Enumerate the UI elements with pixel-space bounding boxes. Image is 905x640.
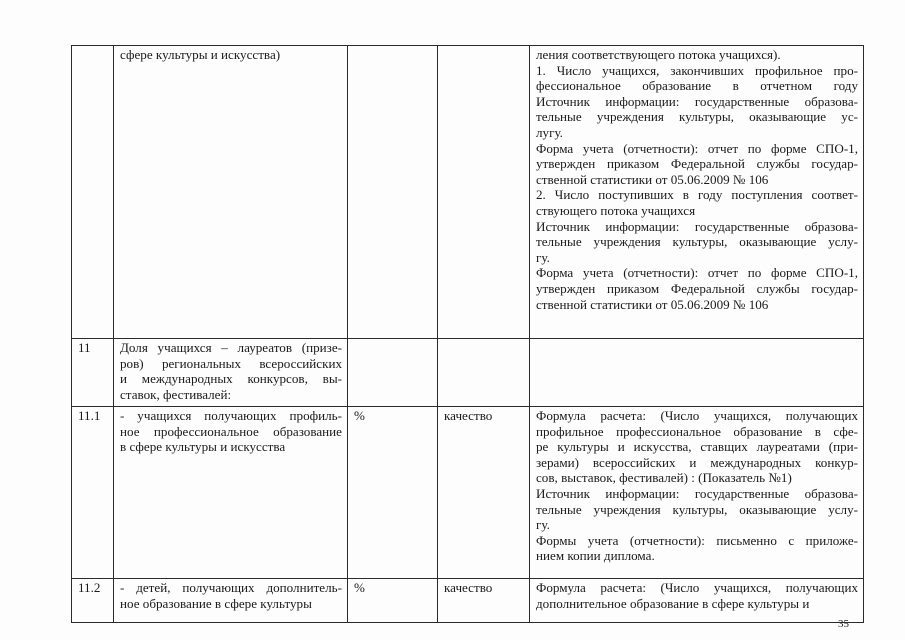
table-row bbox=[72, 579, 864, 623]
row-number: 11.2 bbox=[78, 580, 101, 595]
description-line: нием копии диплома. bbox=[536, 548, 655, 564]
indicator-name-line: ное профессиональное образование bbox=[120, 423, 342, 439]
description-line: тельные учреждения культуры, оказывающие услу- bbox=[536, 501, 858, 517]
row-number: 11.1 bbox=[78, 408, 101, 423]
description-line: 2. Число поступивших в году поступления соответ- bbox=[536, 187, 858, 203]
indicators-table-body bbox=[72, 46, 864, 623]
description-line: гу. bbox=[536, 517, 550, 533]
unit-cell bbox=[348, 339, 438, 407]
description-line: Источник информации: государственные образова- bbox=[536, 93, 858, 109]
unit-cell bbox=[348, 46, 438, 339]
indicator-type-cell bbox=[438, 339, 530, 407]
description-line: утвержден приказом Федеральной службы государ- bbox=[536, 280, 858, 296]
description-line: утвержден приказом Федеральной службы государ- bbox=[536, 156, 858, 172]
calculation-description-cell bbox=[530, 579, 864, 623]
row-number-cell bbox=[72, 579, 114, 623]
description-line: профильное профессиональное образование в сфе- bbox=[536, 423, 858, 439]
description-line: лугу. bbox=[536, 124, 563, 140]
description-line: ствующего потока учащихся bbox=[536, 202, 696, 218]
calculation-description-cell bbox=[530, 339, 864, 407]
row-number-cell bbox=[72, 46, 114, 339]
description-line: Формула расчета: (Число учащихся, получающих bbox=[536, 408, 858, 423]
description-line: фессиональное образование в отчетном году bbox=[536, 78, 858, 94]
indicator-name-line: - учащихся получающих профиль- bbox=[120, 408, 342, 423]
row-number-cell bbox=[72, 339, 114, 407]
indicator-name-line: - детей, получающих дополнитель- bbox=[120, 580, 342, 595]
indicator-type: качество bbox=[444, 580, 493, 595]
indicator-name-cell bbox=[114, 407, 348, 579]
description-line: ственной статистики от 05.06.2009 № 106 bbox=[536, 296, 769, 312]
calculation-description-cell bbox=[530, 407, 864, 579]
indicator-type-cell bbox=[438, 579, 530, 623]
description-line: ления соответствующего потока учащихся). bbox=[536, 47, 781, 62]
table-row bbox=[72, 407, 864, 579]
indicator-name-line: ное образование в сфере культуры bbox=[120, 595, 312, 611]
description-line: ре культуры и искусства, ставщих лауреатами (при- bbox=[536, 439, 858, 455]
unit-value: % bbox=[354, 580, 365, 595]
description-line: Источник информации: государственные образова- bbox=[536, 218, 858, 234]
table-row bbox=[72, 339, 864, 407]
description-line: Формы учета (отчетности): письменно с приложе- bbox=[536, 532, 858, 548]
indicator-name-line: и международных конкурсов, вы- bbox=[120, 371, 342, 387]
description-line: 1. Число учащихся, закончивших профильное про- bbox=[536, 62, 858, 78]
unit-cell bbox=[348, 407, 438, 579]
description-line: Формула расчета: (Число учащихся, получающих bbox=[536, 580, 858, 595]
description-line: Форма учета (отчетности): отчет по форме СПО-1, bbox=[536, 265, 858, 281]
indicator-name-line: в сфере культуры и искусства bbox=[120, 439, 286, 455]
indicator-name-line: Доля учащихся – лауреатов (призе- bbox=[120, 340, 342, 355]
description-line: гу. bbox=[536, 249, 550, 265]
row-number-cell bbox=[72, 407, 114, 579]
indicator-name-line: сфере культуры и искусства) bbox=[120, 47, 281, 62]
indicator-name-line: ставок, фестивалей: bbox=[120, 386, 232, 402]
indicators-table bbox=[71, 45, 864, 623]
description-line: тельные учреждения культуры, оказывающие ус- bbox=[536, 109, 858, 125]
description-line: Источник информации: государственные образова- bbox=[536, 485, 858, 501]
indicator-type: качество bbox=[444, 408, 493, 423]
unit-cell bbox=[348, 579, 438, 623]
description-line: Форма учета (отчетности): отчет по форме СПО-1, bbox=[536, 140, 858, 156]
indicator-name-line: ров) региональных всероссийских bbox=[120, 355, 342, 371]
description-line: тельные учреждения культуры, оказывающие услу- bbox=[536, 234, 858, 250]
row-number: 11 bbox=[78, 340, 91, 355]
unit-value: % bbox=[354, 408, 365, 423]
description-line: дополнительное образование в сфере культуры и bbox=[536, 595, 810, 611]
calculation-description-cell bbox=[530, 46, 864, 339]
indicator-type-cell bbox=[438, 407, 530, 579]
page-number: 35 bbox=[838, 618, 849, 630]
indicator-type-cell bbox=[438, 46, 530, 339]
description-line: зерами) всероссийских и международных конкур- bbox=[536, 454, 858, 470]
description-line: ственной статистики от 05.06.2009 № 106 bbox=[536, 171, 769, 187]
indicator-name-cell bbox=[114, 579, 348, 623]
indicator-name-cell bbox=[114, 46, 348, 339]
table-row bbox=[72, 46, 864, 339]
indicator-name-cell bbox=[114, 339, 348, 407]
description-line: сов, выставок, фестивалей) : (Показатель №1) bbox=[536, 470, 792, 486]
